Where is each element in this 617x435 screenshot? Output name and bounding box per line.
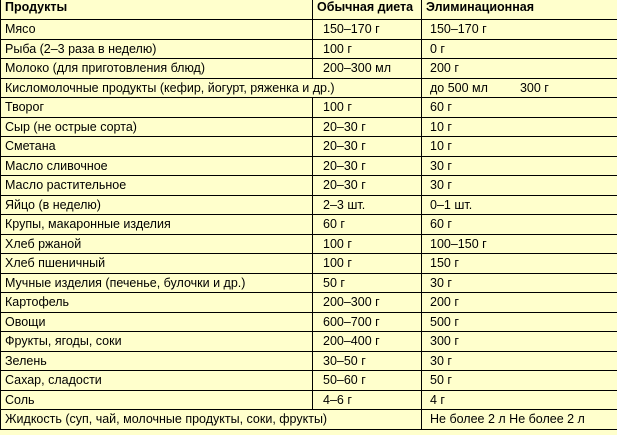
elimination-amount <box>422 410 617 430</box>
elimination-amount: 60 г <box>422 215 617 235</box>
regular-amount: 150–170 г <box>313 20 422 40</box>
product-name: Творог <box>1 98 313 118</box>
regular-amount: 2–3 шт. <box>313 195 422 215</box>
product-name: Рыба (2–3 раза в неделю) <box>1 39 313 59</box>
table-row <box>1 195 617 215</box>
product-name: Соль <box>1 390 313 410</box>
table-row <box>1 332 617 352</box>
elimination-amount: 10 г <box>422 117 617 137</box>
table-row <box>1 59 617 79</box>
product-name: Мучные изделия (печенье, булочки и др.) <box>1 273 313 293</box>
table-row <box>1 293 617 313</box>
table-row <box>1 351 617 371</box>
regular-amount: 20–30 г <box>313 137 422 157</box>
product-name: Кисломолочные продукты (кефир, йогурт, ряженка и др.) <box>1 78 422 98</box>
regular-amount: 20–30 г <box>313 117 422 137</box>
product-name: Сметана <box>1 137 313 157</box>
regular-amount: 20–30 г <box>313 156 422 176</box>
product-name: Хлеб пшеничный <box>1 254 313 274</box>
regular-amount: 600–700 г <box>313 312 422 332</box>
elimination-amount: 0–1 шт. <box>422 195 617 215</box>
table-row <box>1 20 617 40</box>
elimination-amount: 200 г <box>422 293 617 313</box>
elimination-amount: 10 г <box>422 137 617 157</box>
elimination-amount-value: Не более 2 л <box>509 412 585 426</box>
product-name: Молоко (для приготовления блюд) <box>1 59 313 79</box>
elimination-amount: 500 г <box>422 312 617 332</box>
regular-amount: 50 г <box>313 273 422 293</box>
product-name: Жидкость (суп, чай, молочные продукты, соки, фрукты) <box>1 410 422 430</box>
table-row <box>1 215 617 235</box>
table-row <box>1 176 617 196</box>
header-elimination-diet: Элиминационная <box>422 0 617 20</box>
header-products: Продукты <box>1 0 313 20</box>
elimination-amount <box>422 78 617 98</box>
header-regular-diet: Обычная диета <box>313 0 422 20</box>
table-row <box>1 117 617 137</box>
elimination-amount: 200 г <box>422 59 617 79</box>
regular-amount: 100 г <box>313 98 422 118</box>
elimination-amount: 30 г <box>422 273 617 293</box>
regular-amount: 100 г <box>313 254 422 274</box>
table-row <box>1 39 617 59</box>
elimination-amount: 0 г <box>422 39 617 59</box>
regular-amount: 100 г <box>313 39 422 59</box>
product-name: Картофель <box>1 293 313 313</box>
product-name: Яйцо (в неделю) <box>1 195 313 215</box>
elimination-amount-secondary: 300 г <box>519 80 549 95</box>
regular-amount: 50–60 г <box>313 371 422 391</box>
regular-amount: 200–300 г <box>313 293 422 313</box>
header-row <box>1 0 617 20</box>
product-name: Крупы, макаронные изделия <box>1 215 313 235</box>
regular-amount: 4–6 г <box>313 390 422 410</box>
regular-amount: 30–50 г <box>313 351 422 371</box>
elimination-amount: 100–150 г <box>422 234 617 254</box>
elimination-amount: 150–170 г <box>422 20 617 40</box>
product-name: Зелень <box>1 351 313 371</box>
table-row <box>1 312 617 332</box>
product-name: Овощи <box>1 312 313 332</box>
regular-amount: Не более 2 л <box>430 412 506 426</box>
table-row <box>1 390 617 410</box>
product-name: Хлеб ржаной <box>1 234 313 254</box>
elimination-amount: 30 г <box>422 351 617 371</box>
regular-amount: 20–30 г <box>313 176 422 196</box>
elimination-amount: 60 г <box>422 98 617 118</box>
table-row <box>1 371 617 391</box>
elimination-amount-primary: до 500 мл <box>430 80 488 95</box>
table-row <box>1 156 617 176</box>
regular-amount: 100 г <box>313 234 422 254</box>
elimination-amount: 150 г <box>422 254 617 274</box>
table-row <box>1 273 617 293</box>
table-row <box>1 98 617 118</box>
regular-amount: 200–300 мл <box>313 59 422 79</box>
product-name: Сахар, сладости <box>1 371 313 391</box>
elimination-amount: 50 г <box>422 371 617 391</box>
table-row <box>1 410 617 430</box>
product-name: Масло сливочное <box>1 156 313 176</box>
table-row <box>1 234 617 254</box>
table-row <box>1 137 617 157</box>
product-name: Фрукты, ягоды, соки <box>1 332 313 352</box>
product-name: Мясо <box>1 20 313 40</box>
regular-amount: 60 г <box>313 215 422 235</box>
regular-amount: 200–400 г <box>313 332 422 352</box>
elimination-amount: 4 г <box>422 390 617 410</box>
product-name: Сыр (не острые сорта) <box>1 117 313 137</box>
table-row <box>1 78 617 98</box>
elimination-amount: 30 г <box>422 156 617 176</box>
elimination-amount: 300 г <box>422 332 617 352</box>
product-name: Масло растительное <box>1 176 313 196</box>
table-row <box>1 254 617 274</box>
elimination-amount: 30 г <box>422 176 617 196</box>
